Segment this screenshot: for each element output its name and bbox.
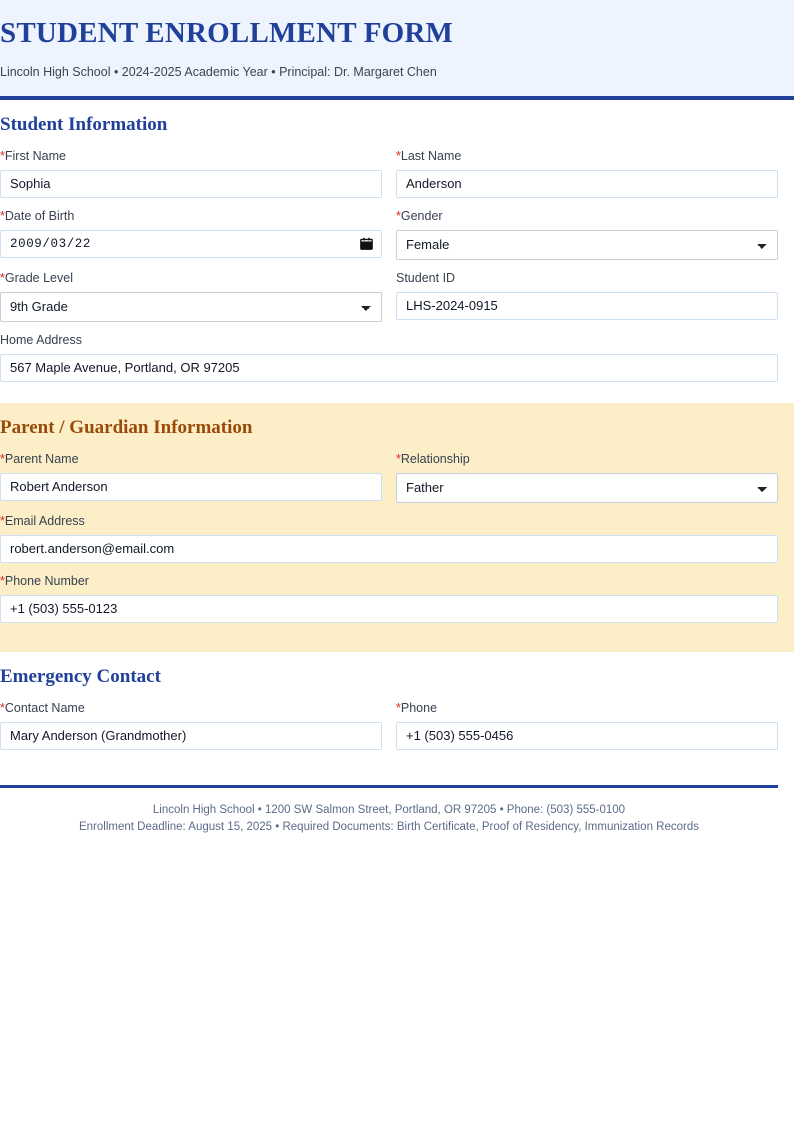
- parent-guardian-section: [0, 403, 794, 652]
- first-name-input[interactable]: [0, 170, 382, 198]
- contact-name-label-text: Contact Name: [4, 700, 85, 715]
- relationship-label: [396, 452, 778, 467]
- required-asterisk: *: [0, 451, 5, 466]
- grade-level-label: [0, 271, 382, 286]
- footer-deadline-documents: Enrollment Deadline: August 15, 2025 • Required Documents: Birth Certificate, Proof of Residency, Immunization Records: [78, 821, 699, 834]
- last-name-input[interactable]: [396, 170, 778, 198]
- first-name-label-text: First Name: [4, 148, 66, 163]
- emergency-contact-heading: Emergency Contact: [0, 665, 161, 687]
- required-asterisk: *: [0, 208, 5, 223]
- date-of-birth-label: [0, 209, 382, 224]
- contact-phone-input[interactable]: [396, 722, 778, 750]
- gender-label-text: Gender: [400, 208, 443, 223]
- student-id-field: [396, 271, 778, 322]
- parent-name-label: [0, 452, 382, 467]
- student-id-input[interactable]: [396, 292, 778, 320]
- name-row: [0, 149, 778, 198]
- phone-label-text: Phone Number: [4, 573, 89, 588]
- required-asterisk: *: [0, 513, 5, 528]
- grade-level-select[interactable]: [0, 292, 382, 322]
- required-asterisk: *: [396, 700, 401, 715]
- contact-phone-label-text: Phone: [400, 700, 438, 715]
- phone-input[interactable]: [0, 595, 778, 623]
- home-address-field: [0, 333, 778, 382]
- grade-level-label-text: Grade Level: [4, 270, 73, 285]
- contact-phone-field: [396, 701, 778, 750]
- required-asterisk: *: [0, 573, 5, 588]
- date-of-birth-field: [0, 209, 382, 260]
- gender-select[interactable]: [396, 230, 778, 260]
- relationship-label-text: Relationship: [400, 451, 470, 466]
- relationship-select[interactable]: [396, 473, 778, 503]
- student-information-heading: Student Information: [0, 114, 168, 136]
- parent-name-field: [0, 452, 382, 503]
- student-id-label: [396, 271, 778, 286]
- parent-guardian-heading: Parent / Guardian Information: [0, 416, 253, 438]
- required-asterisk: *: [0, 700, 5, 715]
- date-of-birth-input[interactable]: [0, 230, 382, 258]
- email-row: [0, 514, 778, 563]
- student-information-section: [0, 100, 794, 403]
- home-address-input[interactable]: [0, 354, 778, 382]
- required-asterisk: *: [396, 208, 401, 223]
- footer-school-contact: Lincoln High School • 1200 SW Salmon Street, Portland, OR 97205 • Phone: (503) 555-0100: [152, 803, 626, 816]
- parent-name-relationship-row: [0, 452, 778, 503]
- home-address-row: [0, 333, 778, 382]
- phone-row: [0, 574, 778, 623]
- required-asterisk: *: [0, 148, 5, 163]
- phone-label: [0, 574, 778, 589]
- form-footer: [0, 785, 778, 838]
- header-subtitle: Lincoln High School • 2024-2025 Academic Year • Principal: Dr. Margaret Chen: [0, 64, 437, 79]
- gender-label: [396, 209, 778, 224]
- emergency-contact-section: [0, 652, 794, 771]
- last-name-label-text: Last Name: [400, 148, 462, 163]
- parent-name-input[interactable]: [0, 473, 382, 501]
- first-name-field: [0, 149, 382, 198]
- home-address-label: [0, 333, 778, 348]
- student-id-label-text: Student ID: [396, 270, 456, 285]
- form-header: [0, 0, 794, 100]
- contact-name-input[interactable]: [0, 722, 382, 750]
- contact-name-label: [0, 701, 382, 716]
- relationship-field: [396, 452, 778, 503]
- email-input[interactable]: [0, 535, 778, 563]
- last-name-field: [396, 149, 778, 198]
- last-name-label: [396, 149, 778, 164]
- email-label-text: Email Address: [4, 513, 85, 528]
- email-field: [0, 514, 778, 563]
- required-asterisk: *: [396, 451, 401, 466]
- grade-studentid-row: [0, 271, 778, 322]
- required-asterisk: *: [396, 148, 401, 163]
- required-asterisk: *: [0, 270, 5, 285]
- home-address-label-text: Home Address: [0, 332, 82, 347]
- email-label: [0, 514, 778, 529]
- page-title: STUDENT ENROLLMENT FORM: [0, 17, 454, 49]
- contact-phone-label: [396, 701, 778, 716]
- first-name-label: [0, 149, 382, 164]
- dob-gender-row: [0, 209, 778, 260]
- gender-field: [396, 209, 778, 260]
- phone-field: [0, 574, 778, 623]
- emergency-contact-row: [0, 701, 778, 750]
- grade-level-field: [0, 271, 382, 322]
- parent-name-label-text: Parent Name: [4, 451, 79, 466]
- date-of-birth-wrapper: [0, 230, 382, 258]
- date-of-birth-label-text: Date of Birth: [4, 208, 75, 223]
- contact-name-field: [0, 701, 382, 750]
